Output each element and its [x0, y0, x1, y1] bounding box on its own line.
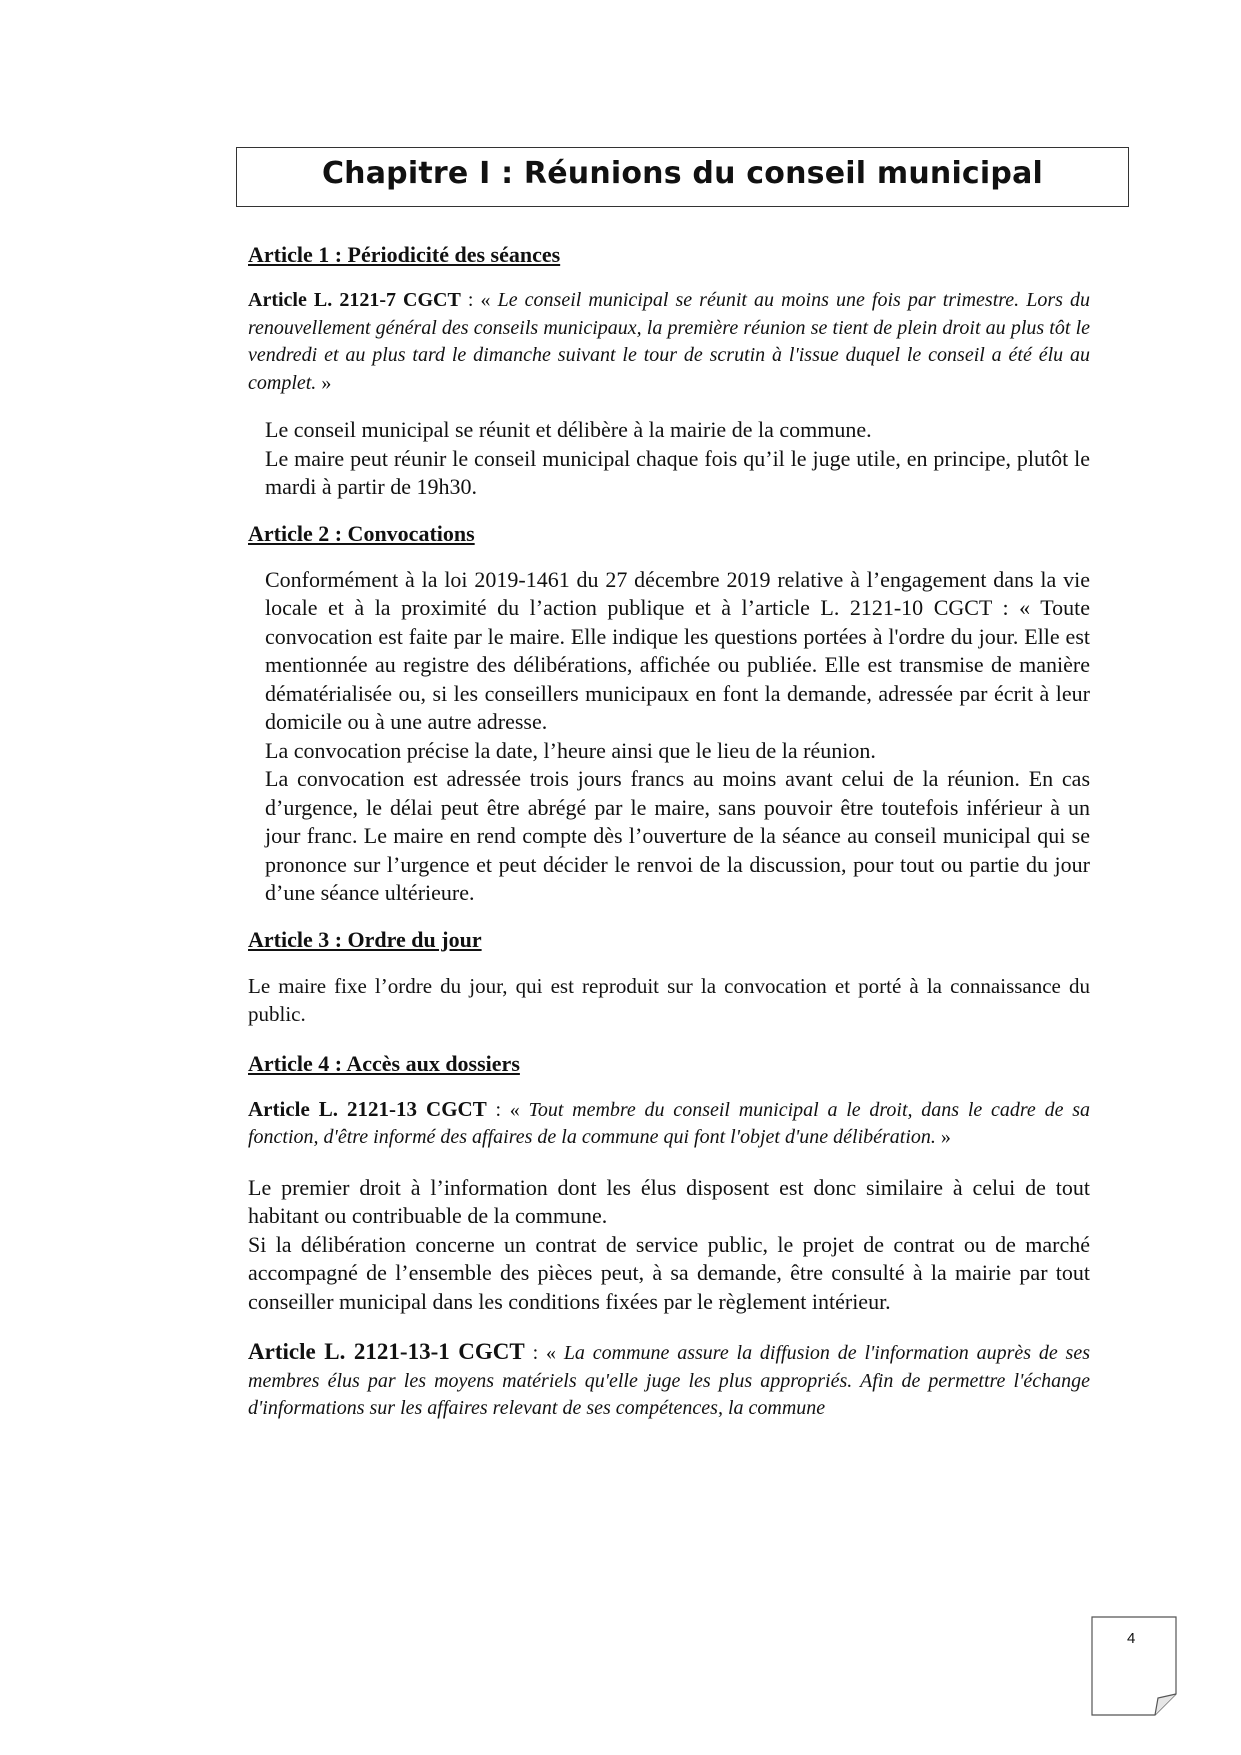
article-4-quote2-reference: Article L. 2121-13-1 CGCT [248, 1339, 525, 1364]
page-content [248, 239, 1090, 1423]
article-3-heading: Article 3 : Ordre du jour [248, 926, 482, 952]
article-2-heading: Article 2 : Convocations [248, 520, 475, 546]
article-4-legal-quote-2: Article L. 2121-13-1 CGCT : « La commune assure la diffusion de l'information auprès de ses membres élus par les moyens matériels qu'elle juge les plus appropriés. Afin de permettre l'échange d'informations sur les affaires relevant de ses compétences, la commune [248, 1339, 1090, 1419]
article-4-heading: Article 4 : Accès aux dossiers [248, 1050, 520, 1076]
article-1-paragraph: Le conseil municipal se réunit et délibère à la mairie de la commune. [265, 417, 872, 442]
page-number-note [1091, 1616, 1177, 1716]
article-4-paragraph: Le premier droit à l’information dont les élus disposent est donc similaire à celui de tout habitant ou contribuable de la commune. [248, 1174, 1090, 1228]
article-2-paragraph: Conformément à la loi 2019-1461 du 27 décembre 2019 relative à l’engagement dans la vie locale et à la proximité du l’action publique et à l’article L. 2121-10 CGCT : « Toute convocation est faite par le maire. Elle indique les questions portées à l'ordre du jour. Elle est mentionnée au registre des délibérations, affichée ou publiée. Elle est transmise de manière dématérialisée ou, si les conseillers municipaux en font la demande, adressée par écrit à leur domicile ou à une autre adresse. [265, 566, 1090, 734]
article-3-paragraph: Le maire fixe l’ordre du jour, qui est reproduit sur la convocation et porté à la connaissance du public. [248, 973, 1090, 1026]
article-4-legal-quote: Article L. 2121-13 CGCT : « Tout membre du conseil municipal a le droit, dans le cadre de sa fonction, d'être informé des affaires de la commune qui font l'objet d'une délibération. » [248, 1096, 1090, 1148]
article-2-paragraph: La convocation est adressée trois jours francs au moins avant celui de la réunion. En cas d’urgence, le délai peut être abrégé par le maire, sans pouvoir être toutefois inférieur à un jour franc. Le maire en rend compte dès l’ouverture de la séance au conseil municipal qui se prononce sur l’urgence et peut décider le renvoi de la discussion, pour tout ou partie du jour d’une séance ultérieure. [265, 766, 1090, 905]
article-4-quote2-text: La commune assure la diffusion de l'information auprès de ses membres élus par les moyens matériels qu'elle juge les plus appropriés. Afin de permettre l'échange d'informations sur les affaires relevant de ses compétences, la commune [248, 1342, 1090, 1419]
article-1-heading: Article 1 : Périodicité des séances [248, 242, 561, 267]
article-1-quote-reference: Article L. 2121-7 CGCT [248, 289, 461, 311]
chapter-title: Chapitre I : Réunions du conseil municipal [321, 155, 1044, 191]
article-1-quote-text: Le conseil municipal se réunit au moins une fois par trimestre. Lors du renouvellement général des conseils municipaux, la première réunion se tient de plein droit au plus tôt le vendredi et au plus tard le dimanche suivant le tour de scrutin à l'issue duquel le conseil a été élu au complet. [248, 289, 1090, 394]
article-4-paragraph: Si la délibération concerne un contrat de service public, le projet de contrat ou de marché accompagné de l’ensemble des pièces peut, à sa demande, être consulté à la mairie par tout conseiller municipal dans les conditions fixées par le règlement intérieur. [248, 1231, 1090, 1314]
article-1-legal-quote: Article L. 2121-7 CGCT : « Le conseil municipal se réunit au moins une fois par trimestre. Lors du renouvellement général des conseils municipaux, la première réunion se tient de plein droit au plus tôt le vendredi et au plus tard le dimanche suivant le tour de scrutin à l'issue duquel le conseil a été élu au complet. » [248, 289, 1090, 394]
article-4-quote-reference: Article L. 2121-13 CGCT [248, 1096, 487, 1121]
page-number: 4 [1127, 1630, 1136, 1647]
chapter-title-box [236, 147, 1129, 207]
article-4-quote-text: Tout membre du conseil municipal a le droit, dans le cadre de sa fonction, d'être informé des affaires de la commune qui font l'objet d'une délibération. [248, 1098, 1090, 1148]
article-1-paragraph: Le maire peut réunir le conseil municipal chaque fois qu’il le juge utile, en principe, plutôt le mardi à partir de 19h30. [265, 445, 1090, 499]
article-2-paragraph: La convocation précise la date, l’heure ainsi que le lieu de la réunion. [265, 737, 876, 763]
